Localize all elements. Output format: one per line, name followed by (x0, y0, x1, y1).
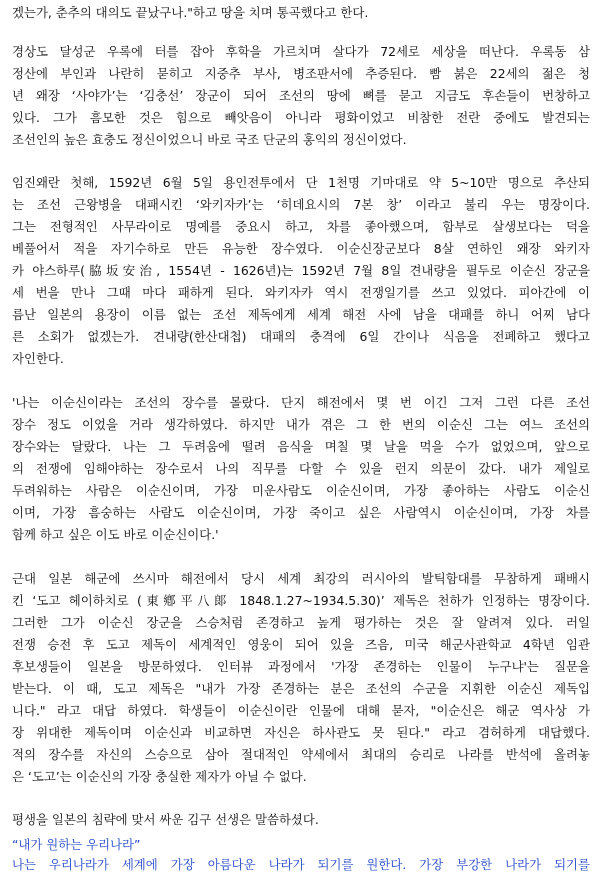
text-line: 근대 일본 해군에 쓰시마 해전에서 당시 세계 최강의 러시아의 발틱함대를 무참하게 패배시 (12, 571, 590, 586)
text-line: 는 조선 근왕병을 대패시킨 ‘와키자카’는 ‘히데요시의 7본 창’ 이라고 불리 우는 명장이다. (12, 197, 590, 212)
text-line: 그는 전형적인 사무라이로 명예를 중요시 하고, 차를 좋아했으며, 함부로 살생보다는 덕을 (12, 219, 590, 234)
text-line: 임진왜란 첫해, 1592년 6월 5일 용인전투에서 단 1천명 기마대로 약 5~10만 명으로 추산되 (12, 175, 590, 190)
text-line: 장 위대한 제독이며 이순신과 비교하면 자신은 하사관도 못 된다." 라고 겸허하게 대답했다. (12, 725, 590, 740)
text-line: 세 번을 만나 그때 마다 패하게 된다. 와키자카 역시 전쟁일기를 쓰고 있었다. 피아간에 이 (12, 285, 590, 300)
quote-line: 나는 우리나라가 세계에 가장 아름다운 나라가 되기를 원한다. 가장 부강한 나라가 되기를 (12, 857, 590, 872)
text-line: 른 소회가 없겠는가. 견내량(한산대첩) 대패의 충격에 6일 간이나 식음을 전폐하고 했다고 (12, 329, 590, 344)
text-line: 함께 하고 싶은 이도 바로 이순신이다.' (12, 527, 219, 542)
text-line: 름난 일본의 용장이 이름 없는 조선 제독에게 세계 해전 사에 남을 대패를 하니 어찌 남다 (12, 307, 590, 322)
text-line: 정산에 부인과 나란히 묻히고 지중추 부사, 병조판서에 추증된다. 빰 붉은 22세의 젊은 청 (12, 66, 590, 81)
text-line: 카 야스하루(脇坂安治, 1554년 - 1626년)는 1592년 7월 8일 견내량을 필두로 이순신 장군을 (12, 263, 590, 278)
text-line: 장수 정도 이었을 거라 생각하였다. 하지만 내가 겪은 그 한 번의 이순신 그는 여느 조선의 (12, 417, 590, 432)
text-line: 후보생들이 일본을 방문하였다. 인터뷰 과정에서 '가장 존경하는 인물이 누구냐'는 질문을 (12, 659, 590, 674)
text-line: 전쟁 승전 후 도고 제독이 세계적인 영웅이 되어 있을 즈음, 미국 해군사관학교 4학년 임관 (12, 637, 590, 652)
text-line: 경상도 달성군 우록에 터를 잡아 후학을 가르치며 살다가 72세로 세상을 떠난다. 우록동 삼 (12, 44, 590, 59)
text-line: 킨 ‘도고 헤이하치로 (東鄕平八郞 1848.1.27~1934.5.30)’ 제독은 천하가 인정하는 명장이다. (12, 593, 590, 608)
text-line: 있다. 그가 흠모한 것은 힘으로 빼앗음이 아니라 평화이었고 비참한 전란 중에도 발견되는 (12, 110, 590, 125)
text-line: 겠는가, 춘추의 대의도 끝났구나."하고 땅을 치며 통곡했다고 한다. (12, 5, 369, 20)
text-line: 받는다. 이 때, 도고 제독은 "내가 가장 존경하는 분은 조선의 수군을 지휘한 이순신 제독입 (12, 681, 590, 696)
text-line: 은 ‘도고’는 이순신의 가장 충실한 제자가 아닐 수 없다. (12, 769, 307, 784)
text-line: 베풀어서 적을 자기수하로 만든 유능한 장수였다. 이순신장군보다 8살 연하인 왜장 와키자 (12, 241, 590, 256)
text-line: 의 전쟁에 임해야하는 장수로서 나의 직무를 다할 수 있을 런지 의문이 갔다. 내가 제일로 (12, 461, 590, 476)
quote-title: “내가 원하는 우리나라” (12, 837, 141, 852)
text-line: '나는 이순신이라는 조선의 장수를 몰랐다. 단지 해전에서 몇 번 이긴 그저 그런 다른 조선 (12, 395, 590, 410)
text-line: 자인한다. (12, 351, 64, 366)
text-line: 그러한 그가 이순신 장군을 스승처럼 존경하고 높게 평가하는 것은 잘 알려져 있다. 러일 (12, 615, 590, 630)
text-line: 년 왜장 ‘사야가’는 ‘김충선’ 장군이 되어 조선의 땅에 뼈를 묻고 지금도 후손들이 번창하고 (12, 88, 590, 103)
text-line: 조선인의 높은 효충도 정신이었으니 바로 국조 단군의 홍익의 정신이었다. (12, 132, 407, 147)
text-line: 니다." 라고 대답 하였다. 학생들이 이순신이란 인물에 대해 묻자, "이순신은 해군 역사상 가 (12, 703, 590, 718)
text-line: 장수와는 달랐다. 나는 그 두려움에 떨려 음식을 며칠 몇 날을 먹을 수가 없었으며, 앞으로 (12, 439, 590, 454)
text-line: 평생을 일본의 침략에 맞서 싸운 김구 선생은 말씀하셨다. (12, 812, 319, 827)
text-line: 이며, 가장 흠숭하는 사람도 이순신이며, 가장 죽이고 싶은 사람역시 이순신이며, 가장 차를 (12, 505, 590, 520)
text-line: 적의 장수를 자신의 스승으로 삼아 절대적인 약세에서 최대의 승리로 나라를 반석에 올려놓 (12, 747, 590, 762)
text-line: 두려워하는 사람은 이순신이며, 가장 미운사람도 이순신이며, 가장 좋아하는 사람도 이순신 (12, 483, 590, 498)
